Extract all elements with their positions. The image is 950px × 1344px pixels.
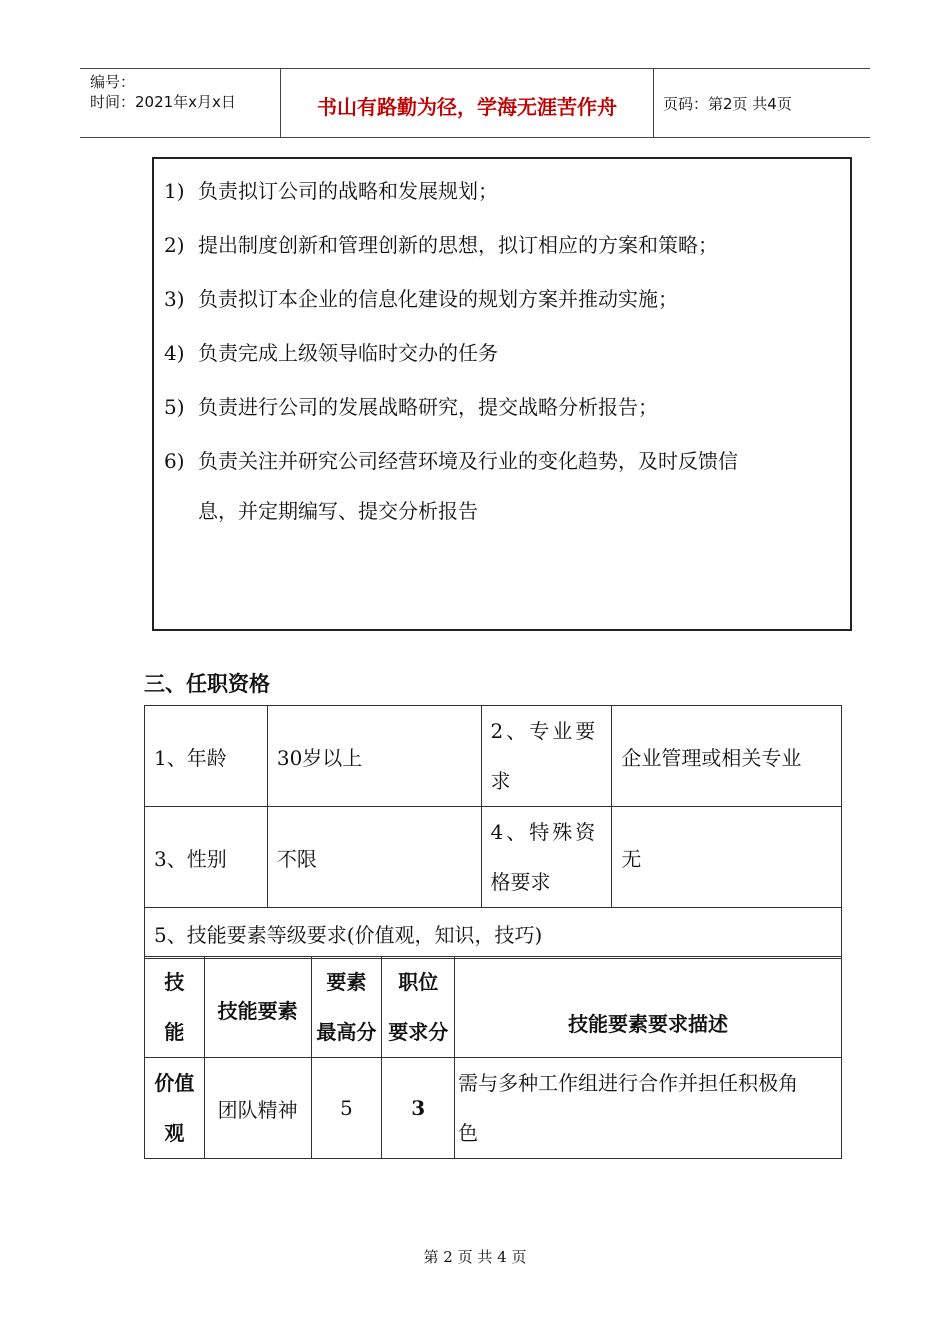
duty-number: 6): [164, 449, 185, 473]
skills-table: [144, 956, 842, 1159]
description-line1: 需与多种工作组进行合作并担任积极角: [458, 1071, 799, 1095]
table-row: [145, 807, 842, 908]
duty-text: 提出制度创新和管理创新的思想，拟订相应的方案和策略；: [198, 233, 718, 257]
motto-text: 书山有路勤为径，学海无涯苦作舟: [317, 95, 617, 119]
table-row: [145, 908, 842, 959]
duty-text: 负责拟订本企业的信息化建设的规划方案并推动实施；: [198, 287, 678, 311]
major-label: [481, 706, 612, 807]
element-header: 技能要素: [204, 957, 311, 1058]
max-header-line1: 要素: [326, 970, 367, 994]
max-header-line2: 最高分: [316, 1020, 377, 1044]
description-line2: 色: [458, 1121, 479, 1145]
table-row: [145, 706, 842, 807]
duty-number: 4): [164, 341, 185, 365]
skill-description: [455, 1058, 842, 1159]
req-header-line2: 要求分: [388, 1020, 449, 1044]
required-score-header: [382, 957, 455, 1058]
duty-text-line2: 息，并定期编写、提交分析报告: [198, 499, 478, 523]
skill-header-line2: 能: [164, 1020, 185, 1044]
skills-heading: 5、技能要素等级要求(价值观，知识，技巧): [145, 908, 842, 959]
skills-header-row: [145, 957, 842, 1058]
table-row: [145, 1058, 842, 1159]
special-label: [481, 807, 612, 908]
major-value: 企业管理或相关专业: [612, 706, 842, 807]
major-label-line2: 求: [490, 769, 511, 793]
age-label: 1、年龄: [145, 706, 268, 807]
time-label: 时间：2021年x月x日: [90, 93, 236, 111]
special-label-line2: 格要求: [490, 870, 551, 894]
description-header: 技能要素要求描述: [455, 957, 842, 1058]
skill-header: [145, 957, 205, 1058]
header-page-cell: [653, 69, 870, 137]
required-score: 3: [382, 1058, 455, 1159]
gender-value: 不限: [267, 807, 481, 908]
skill-element: 团队精神: [204, 1058, 311, 1159]
page-info: 页码：第2页 共4页: [663, 95, 792, 113]
duty-number: 5): [164, 395, 185, 419]
page-footer: 第 2 页 共 4 页: [423, 1248, 527, 1266]
qualification-table: [144, 705, 842, 959]
code-label: 编号：: [90, 73, 136, 91]
duty-text: 负责进行公司的发展战略研究，提交战略分析报告；: [198, 395, 658, 419]
special-value: 无: [612, 807, 842, 908]
document-header: [80, 68, 870, 138]
duty-number: 3): [164, 287, 185, 311]
header-motto-cell: [280, 69, 654, 137]
gender-label: 3、性别: [145, 807, 268, 908]
duty-number: 1): [164, 179, 185, 203]
category-line2: 观: [164, 1121, 185, 1145]
max-score-header: [311, 957, 382, 1058]
duty-text: 负责完成上级领导临时交办的任务: [198, 341, 498, 365]
header-meta-cell: [80, 69, 280, 137]
duty-text: 负责拟订公司的战略和发展规划；: [198, 179, 498, 203]
duties-box: [152, 157, 852, 631]
skill-category: [145, 1058, 205, 1159]
req-header-line1: 职位: [398, 970, 439, 994]
skill-header-line1: 技: [164, 970, 185, 994]
duty-number: 2): [164, 233, 185, 257]
age-value: 30岁以上: [267, 706, 481, 807]
max-score: 5: [311, 1058, 382, 1159]
category-line1: 价值: [154, 1071, 195, 1095]
major-label-line1: 2、专业要: [490, 719, 599, 743]
section-title: 三、任职资格: [144, 672, 270, 696]
duty-text: 负责关注并研究公司经营环境及行业的变化趋势，及时反馈信: [198, 449, 738, 473]
special-label-line1: 4、特殊资: [490, 820, 599, 844]
